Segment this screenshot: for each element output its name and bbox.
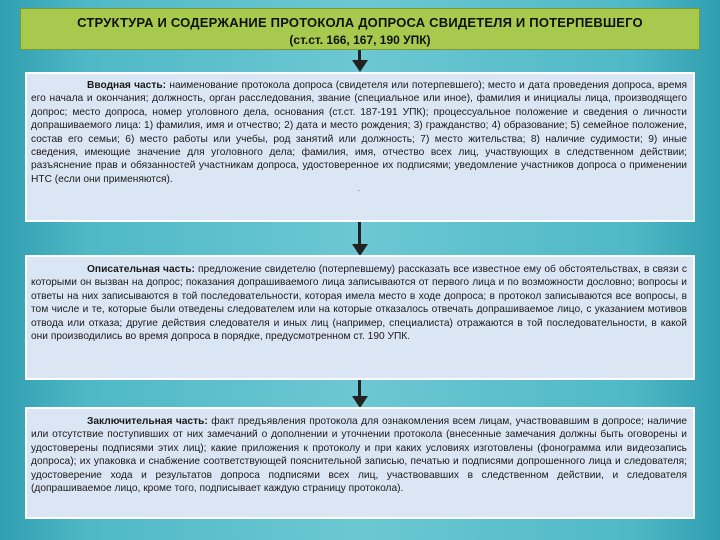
arrow-down-icon [352,222,368,256]
section-heading: Вводная часть: [87,80,166,91]
section-intro [25,72,695,222]
section-concluding [25,407,695,519]
section-heading: Описательная часть: [87,264,195,275]
section-footer: . [357,184,361,194]
section-text: предложение свидетелю (потерпевшему) рассказать все известное ему об обстоятельствах, в связи с которыми он вызван на допрос; показания допрашиваемого лица записываются от первого лица и по возможности дословно; вопросы и ответы на них записываются в той последовательности, которая имела место в ходе допроса; в протокол записываются все вопросы, в том числе и те, которые были отведены следователем или на которые отказалось отвечать допрашиваемое лицо, с указанием мотивов отвода или отказа; другие действия следователя и иных лиц (например, специалиста) отражаются в той последовательности, в какой они производились во время допроса в порядке, предусмотренном ст. 190 УПК. [31,264,687,343]
title-box [20,8,700,50]
arrow-down-icon [352,50,368,72]
section-text: факт предъявления протокола для ознакомления всем лицам, участвовавшим в допросе; наличие или отсутствие поступивших от них замечаний о дополнении и уточнении протокола (внесенные замечания должны быть оговорены и удостоверены подписями этих лиц); какие приложения к протоколу и при каких условиях изготовлены (фонограмма или видеозапись допроса); их упаковка и снабжение соответствующей пояснительной записью, печатью и подписями допрошенного лица и следователя; удостоверение хода и результатов допроса подписями всех лиц, участвовавших в следственном действии, и следователя (допрашиваемое лицо, кроме того, подписывает каждую страницу протокола). [31,416,687,495]
page-subtitle: (ст.ст. 166, 167, 190 УПК) [289,33,431,47]
section-descriptive [25,255,695,380]
section-text: наименование протокола допроса (свидетеля или потерпевшего); место и дата проведения допроса, время его начала и окончания; должность, орган расследования, звание (специальное или иное), фамилия и инициалы лица, производящего допрос; место допроса, номер уголовного дела, основания (ст.ст. 187-191 УПК); процессуальное положение и сведения о личности допрашиваемого лица: 1) фамилия, имя и отчество; 2) дата и место рождения; 3) гражданство; 4) образование; 5) семейное положение, состав его семьи; 6) место работы или учебы, род занятий или должность; 7) место жительства; 8) наличие судимости; 9) иные сведения, имеющие значение для уголовного дела; фамилия, имя, отчество всех лиц, участвующих в следственном действии; разъяснение прав и обязанностей участникам допроса, удостоверенное их подписями; уведомление участников допроса о применении НТС (если они применяются). [31,80,687,185]
arrow-down-icon [352,380,368,408]
page-title: СТРУКТУРА И СОДЕРЖАНИЕ ПРОТОКОЛА ДОПРОСА СВИДЕТЕЛЯ И ПОТЕРПЕВШЕГО [77,15,643,30]
section-heading: Заключительная часть: [87,416,208,427]
